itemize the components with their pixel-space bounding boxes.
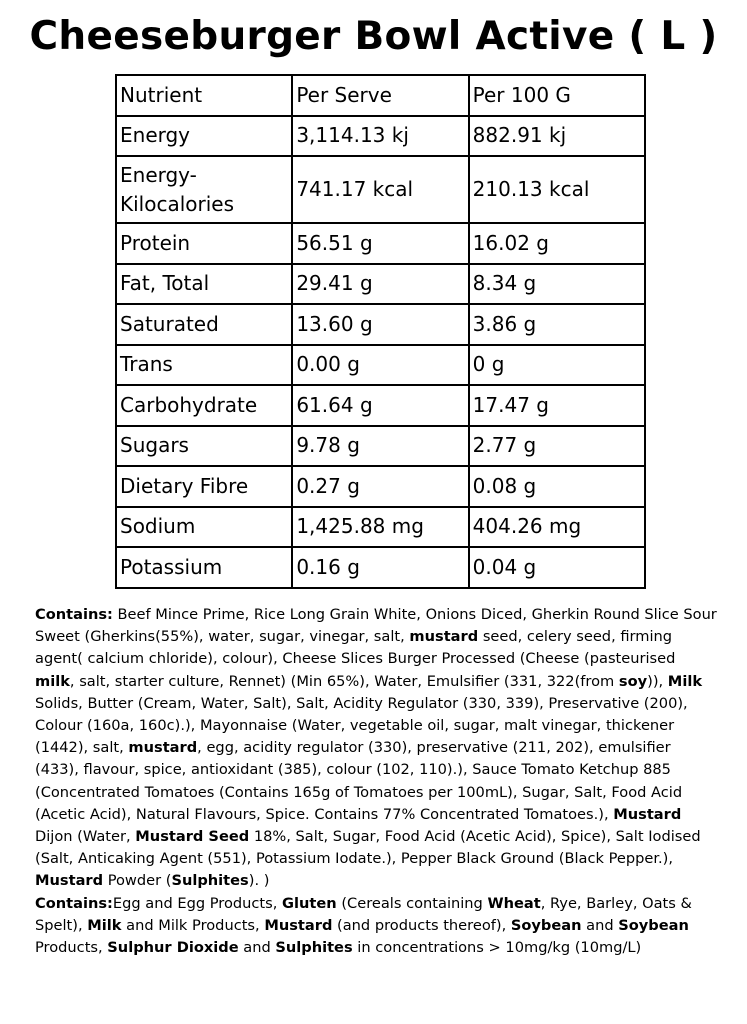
allergen-highlight: Soybean	[618, 916, 689, 934]
per-100g-cell: 17.47 g	[469, 385, 645, 426]
per-serve-cell: 3,114.13 kj	[292, 116, 468, 157]
allergen-highlight: mustard	[409, 628, 479, 646]
ingredient-text: and Milk Products,	[121, 916, 265, 934]
table-row	[116, 345, 645, 386]
table-row	[116, 426, 645, 467]
per-serve-cell: 13.60 g	[292, 304, 468, 345]
per-100g-cell: 2.77 g	[469, 426, 645, 467]
ingredient-text: Beef Mince Prime, Rice Long Grain White, Onions Diced, Gherkin Round Slice Sour Sweet (Gherkins(55%), water, sugar, vinegar, salt,	[35, 606, 717, 646]
allergen-highlight: milk	[35, 672, 70, 690]
ingredient-text: ). )	[248, 872, 270, 890]
ingredient-text: (Cereals containing	[336, 894, 488, 912]
per-100g-cell: 16.02 g	[469, 223, 645, 264]
ingredient-text: Products,	[35, 939, 108, 957]
ingredient-text: )),	[647, 672, 668, 690]
nutrient-cell: Potassium	[116, 547, 292, 588]
per-100g-cell: 0.04 g	[469, 547, 645, 588]
per-100g-cell: 210.13 kcal	[469, 156, 645, 223]
allergen-highlight: Milk	[667, 672, 703, 690]
per-serve-cell: 9.78 g	[292, 426, 468, 467]
allergen-highlight: soy	[618, 672, 648, 690]
table-row	[116, 385, 645, 426]
ingredient-text: , salt, starter culture, Rennet) (Min 65%), Water, Emulsifier (331, 322(from	[69, 672, 619, 690]
table-row	[116, 264, 645, 305]
table-row	[116, 507, 645, 548]
allergen-highlight: Wheat	[487, 894, 541, 912]
ingredient-text: and	[581, 916, 619, 934]
allergen-highlight: Contains:	[35, 894, 113, 912]
table-row	[116, 466, 645, 507]
table-header-row	[116, 75, 645, 116]
nutrient-cell: Trans	[116, 345, 292, 386]
ingredient-text: Solids, Butter (Cream, Water, Salt), Salt, Acidity Regulator (330, 339), Preservative (200), Colour (160a, 160c).), Mayonnaise (Water, vegetable oil, sugar, malt vinegar, thickener (1442), salt,	[35, 694, 688, 757]
ingredient-text: and	[238, 939, 276, 957]
per-serve-cell: 1,425.88 mg	[292, 507, 468, 548]
allergen-highlight: Sulphites	[171, 872, 249, 890]
nutrition-table	[115, 74, 646, 589]
nutrient-cell: Energy-Kilocalories	[116, 156, 292, 223]
page-title: Cheeseburger Bowl Active ( L )	[29, 14, 718, 59]
per-serve-cell: 741.17 kcal	[292, 156, 468, 223]
nutrient-cell: Protein	[116, 223, 292, 264]
nutrient-cell: Fat, Total	[116, 264, 292, 305]
ingredient-text: seed, celery seed, firming agent( calcium chloride), colour), Cheese Slices Burger Processed (Cheese (pasteurised	[35, 628, 676, 668]
nutrient-cell: Energy	[116, 116, 292, 157]
per-serve-cell: 0.00 g	[292, 345, 468, 386]
per-serve-cell: 29.41 g	[292, 264, 468, 305]
allergen-highlight: Mustard	[35, 872, 104, 890]
table-row	[116, 223, 645, 264]
allergen-highlight: Soybean	[510, 916, 582, 934]
table-row	[116, 116, 645, 157]
ingredient-text: (and products thereof),	[332, 916, 511, 934]
allergen-highlight: mustard	[128, 739, 198, 757]
per-serve-cell: 0.16 g	[292, 547, 468, 588]
per-100g-cell: 0.08 g	[469, 466, 645, 507]
per-serve-cell: 56.51 g	[292, 223, 468, 264]
ingredient-text: in concentrations > 10mg/kg (10mg/L)	[352, 939, 642, 957]
ingredient-text: 18%, Salt, Sugar, Food Acid (Acetic Acid), Spice), Salt Iodised (Salt, Anticaking Agent (551), Potassium Iodate.), Pepper Black Ground (Black Pepper.),	[35, 828, 701, 868]
allergen-highlight: Milk	[87, 916, 122, 934]
table-row	[116, 156, 645, 223]
header-per-serve: Per Serve	[292, 75, 468, 116]
nutrient-cell: Saturated	[116, 304, 292, 345]
table-row	[116, 304, 645, 345]
ingredients-paragraph	[35, 604, 717, 893]
nutrient-cell: Sodium	[116, 507, 292, 548]
header-per-100g: Per 100 G	[469, 75, 645, 116]
allergen-highlight: Mustard Seed	[135, 828, 250, 846]
per-serve-cell: 0.27 g	[292, 466, 468, 507]
header-nutrient: Nutrient	[116, 75, 292, 116]
per-serve-cell: 61.64 g	[292, 385, 468, 426]
ingredient-text: , egg, acidity regulator (330), preservative (211, 202), emulsifier (433), flavour, spice, antioxidant (385), colour (102, 110).), Sauce Tomato Ketchup 885 (Concentrated Tomatoes (Contains 165g of Tomatoes per 100mL), Sugar, Salt, Food Acid (Acetic Acid), Natural Flavours, Spice. Contains 77% Concentrated Tomatoes.),	[35, 739, 683, 823]
nutrient-cell: Dietary Fibre	[116, 466, 292, 507]
ingredient-text: Egg and Egg Products,	[112, 894, 283, 912]
per-100g-cell: 8.34 g	[469, 264, 645, 305]
allergen-highlight: Contains:	[35, 606, 113, 623]
per-100g-cell: 882.91 kj	[469, 116, 645, 157]
allergen-highlight: Gluten	[282, 894, 337, 912]
nutrient-cell: Carbohydrate	[116, 385, 292, 426]
ingredient-text: Powder (	[103, 872, 172, 890]
allergen-highlight: Sulphur Dioxide	[107, 939, 239, 957]
per-100g-cell: 3.86 g	[469, 304, 645, 345]
ingredient-text: Dijon (Water,	[35, 828, 136, 846]
nutrient-cell: Sugars	[116, 426, 292, 467]
allergen-highlight: Sulphites	[275, 939, 353, 957]
allergen-highlight: Mustard	[264, 916, 333, 934]
allergens-paragraph	[35, 893, 717, 960]
ingredients-section	[35, 604, 717, 959]
per-100g-cell: 0 g	[469, 345, 645, 386]
per-100g-cell: 404.26 mg	[469, 507, 645, 548]
ingredient-text: , Rye, Barley, Oats & Spelt),	[35, 894, 692, 934]
allergen-highlight: Mustard	[613, 805, 682, 823]
table-row	[116, 547, 645, 588]
